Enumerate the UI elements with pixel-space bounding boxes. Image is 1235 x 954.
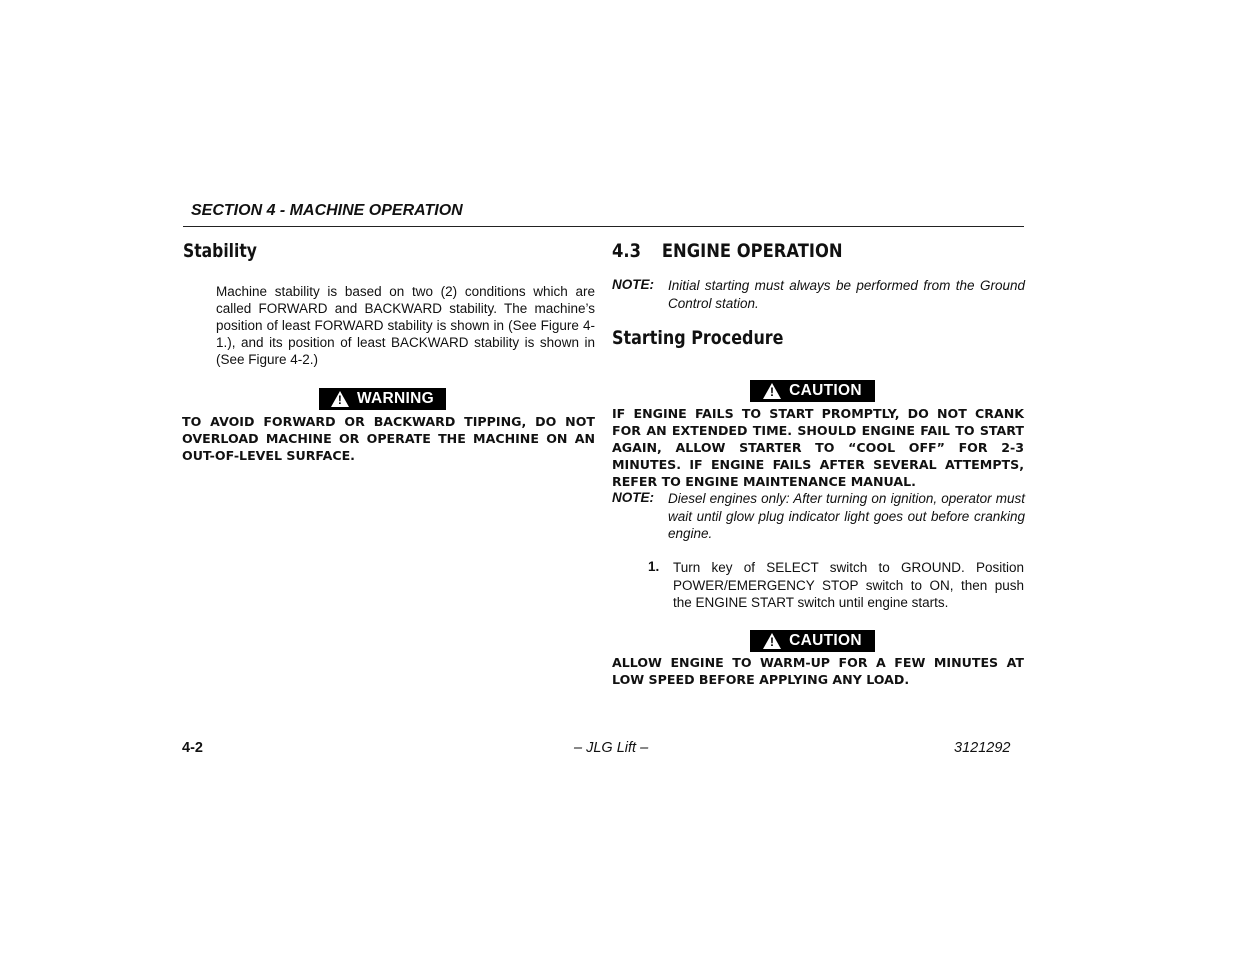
warning-triangle-icon: ! [763,633,781,649]
caution1-text-content: IF ENGINE FAILS TO START PROMPTLY, DO NOT CRANK FOR AN EXTENDED TIME. SHOULD ENGINE FAIL TO START AGAIN, ALLOW STARTER TO “COOL OFF” FOR 2-3 MINUTES. IF ENGINE FAILS AFTER SEVERAL ATTEMPTS, REFER TO ENGINE MAINTENANCE MANUAL. [612,406,1024,489]
warning-badge [319,388,446,410]
section-heading: ENGINE OPERATION [661,240,843,262]
engine-operation-heading [612,240,843,262]
warning-label: WARNING [356,390,434,407]
caution-badge-1 [750,380,875,402]
stability-body: Machine stability is based on two (2) conditions which are called FORWARD and BACKWARD stability. The machine’s position of least FORWARD stability is shown in (See Figure 4-1.), and its position of least BACKWARD stability is shown in (See Figure 4-2.) [216,284,595,367]
note1-label: NOTE: [612,277,654,292]
section-title: SECTION 4 - MACHINE OPERATION [191,202,463,219]
note1-text: Initial starting must always be performed from the Ground Control station. [668,278,1025,311]
stability-heading: Stability [183,240,257,262]
section-number: 4.3 [612,240,641,262]
warning-text-content: TO AVOID FORWARD OR BACKWARD TIPPING, DO NOT OVERLOAD MACHINE OR OPERATE THE MACHINE ON AN OUT-OF-LEVEL SURFACE. [182,414,595,463]
caution1-label: CAUTION [789,382,862,399]
caution2-text [612,654,1024,688]
note2-label: NOTE: [612,490,654,505]
caution1-text [612,405,1024,490]
warning-triangle-icon: ! [763,383,781,399]
footer-center: – JLG Lift – [574,740,649,756]
step1-text: Turn key of SELECT switch to GROUND. Position POWER/EMERGENCY STOP switch to ON, then push the ENGINE START switch until engine starts. [673,560,1024,610]
caution2-text-content: ALLOW ENGINE TO WARM-UP FOR A FEW MINUTES AT LOW SPEED BEFORE APPLYING ANY LOAD. [612,655,1024,687]
caution-badge-2 [750,630,875,652]
header-rule [183,226,1024,227]
document-number: 3121292 [954,740,1011,756]
warning-text [182,413,595,464]
step1-number: 1. [648,559,660,574]
note2-text: Diesel engines only: After turning on ignition, operator must wait until glow plug indicator light goes out before cranking engine. [668,491,1025,541]
caution2-label: CAUTION [789,632,862,649]
starting-procedure-heading: Starting Procedure [612,327,784,349]
page-number: 4-2 [182,740,203,756]
warning-triangle-icon: ! [331,391,349,407]
